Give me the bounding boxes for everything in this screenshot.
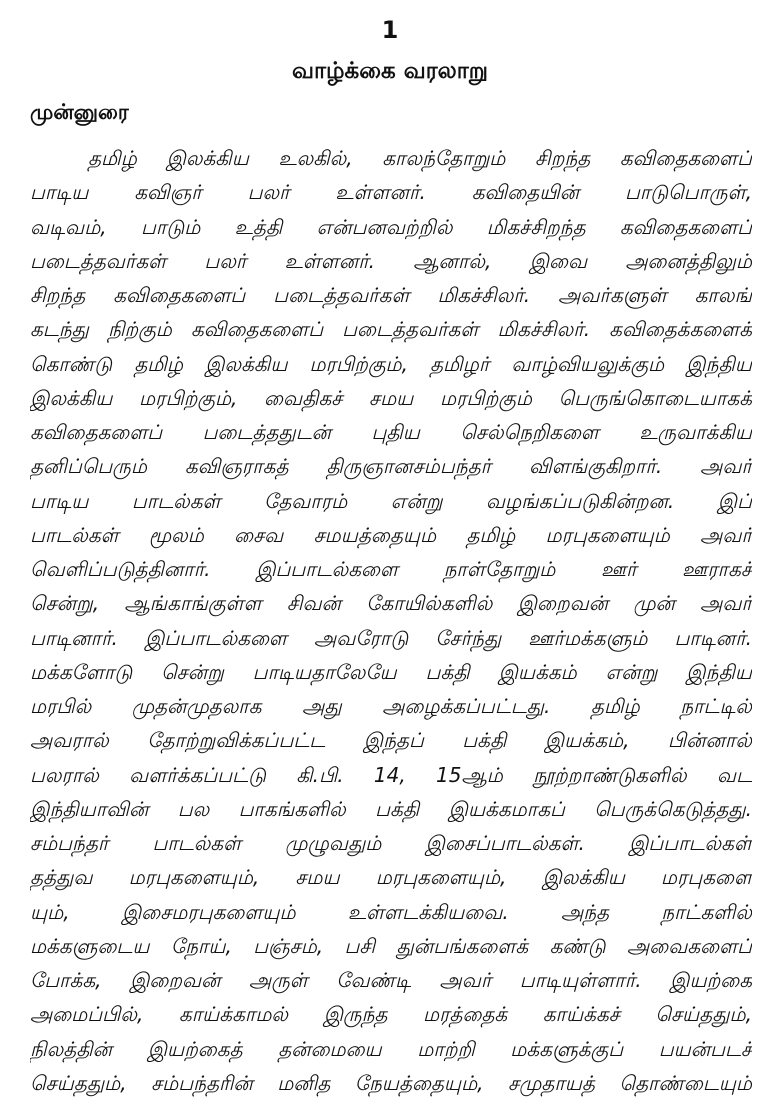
text-line: தமிழ் இலக்கிய உலகில், காலந்தோறும் சிறந்த கவிதைகளைப்: [88, 146, 752, 170]
text-line: வடிவம், பாடும் உத்தி என்பனவற்றில் மிகச்சிறந்த கவிதைகளைப்: [30, 214, 752, 239]
text-line: கடந்து நிற்கும் கவிதைகளைப் படைத்தவர்கள் மிகச்சிலர். கவிதைக்களைக்: [30, 317, 752, 342]
text-line: தத்துவ மரபுகளையும், சமய மரபுகளையும், இலக்கிய மரபுகளை: [30, 865, 752, 890]
section-heading: முன்னுரை: [30, 100, 129, 124]
text-line: வெளிப்படுத்தினார். இப்பாடல்களை நாள்தோறும் ஊர் ஊராகச்: [30, 557, 752, 581]
text-line: படைத்தவர்கள் பலர் உள்ளனர். ஆனால், இவை அனைத்திலும்: [30, 248, 752, 273]
text-line: மக்களோடு சென்று பாடியதாலேயே பக்தி இயக்கம் என்று இந்திய: [30, 659, 752, 684]
text-line: இந்தியாவின் பல பாகங்களில் பக்தி இயக்கமாகப் பெருக்கெடுத்தது.: [30, 796, 752, 821]
text-line: அவரால் தோற்றுவிக்கப்பட்ட இந்தப் பக்தி இயக்கம், பின்னால்: [30, 728, 752, 753]
text-line: சம்பந்தர் பாடல்கள் முழுவதும் இசைப்பாடல்கள். இப்பாடல்கள்: [30, 831, 752, 855]
text-line: யும், இசைமரபுகளையும் உள்ளடக்கியவை. அந்த நாட்களில்: [30, 899, 752, 924]
text-line: பாடிய பாடல்கள் தேவாரம் என்று வழங்கப்படுகின்றன. இப்: [30, 488, 752, 513]
text-line: போக்க, இறைவன் அருள் வேண்டி அவர் பாடியுள்ளார். இயற்கை: [30, 968, 752, 992]
text-line: பாடினார். இப்பாடல்களை அவரோடு சேர்ந்து ஊர்மக்களும் பாடினர்.: [30, 625, 752, 650]
body-text: [30, 141, 752, 1100]
text-line: சென்று, ஆங்காங்குள்ள சிவன் கோயில்களில் இறைவன் முன் அவர்: [30, 591, 752, 616]
chapter-number: 1: [381, 16, 399, 44]
text-line: நிலத்தின் இயற்கைத் தன்மையை மாற்றி மக்களுக்குப் பயன்படச்: [30, 1036, 752, 1061]
text-line: செய்ததும், சம்பந்தரின் மனித நேயத்தையும், சமுதாயத் தொண்டையும்: [30, 1070, 752, 1095]
text-line: தனிப்பெரும் கவிஞராகத் திருஞானசம்பந்தர் விளங்குகிறார். அவர்: [30, 454, 752, 479]
text-line: இலக்கிய மரபிற்கும், வைதிகச் சமய மரபிற்கும் பெருங்கொடையாகக்: [30, 385, 752, 410]
text-line: பாடல்கள் மூலம் சைவ சமயத்தையும் தமிழ் மரபுகளையும் அவர்: [30, 522, 752, 547]
text-line: கவிதைகளைப் படைத்ததுடன் புதிய செல்நெறிகளை உருவாக்கிய: [30, 420, 752, 444]
text-line: பாடிய கவிஞர் பலர் உள்ளனர். கவிதையின் பாடுபொருள்,: [30, 180, 752, 205]
text-line: சிறந்த கவிதைகளைப் படைத்தவர்கள் மிகச்சிலர். அவர்களுள் காலங்: [30, 283, 752, 307]
text-line: மரபில் முதன்முதலாக அது அழைக்கப்பட்டது. தமிழ் நாட்டில்: [30, 694, 752, 718]
chapter-title: வாழ்க்கை வரலாறு: [292, 58, 488, 84]
text-line: பலரால் வளர்க்கப்பட்டு கி.பி. 14, 15ஆம் நூற்றாண்டுகளில் வட: [30, 762, 752, 787]
text-line: கொண்டு தமிழ் இலக்கிய மரபிற்கும், தமிழர் வாழ்வியலுக்கும் இந்திய: [30, 351, 752, 376]
text-line: அமைப்பில், காய்க்காமல் இருந்த மரத்தைக் காய்க்கச் செய்ததும்,: [30, 1002, 752, 1027]
text-line: மக்களுடைய நோய், பஞ்சம், பசி துன்பங்களைக் கண்டு அவைகளைப்: [30, 933, 752, 958]
